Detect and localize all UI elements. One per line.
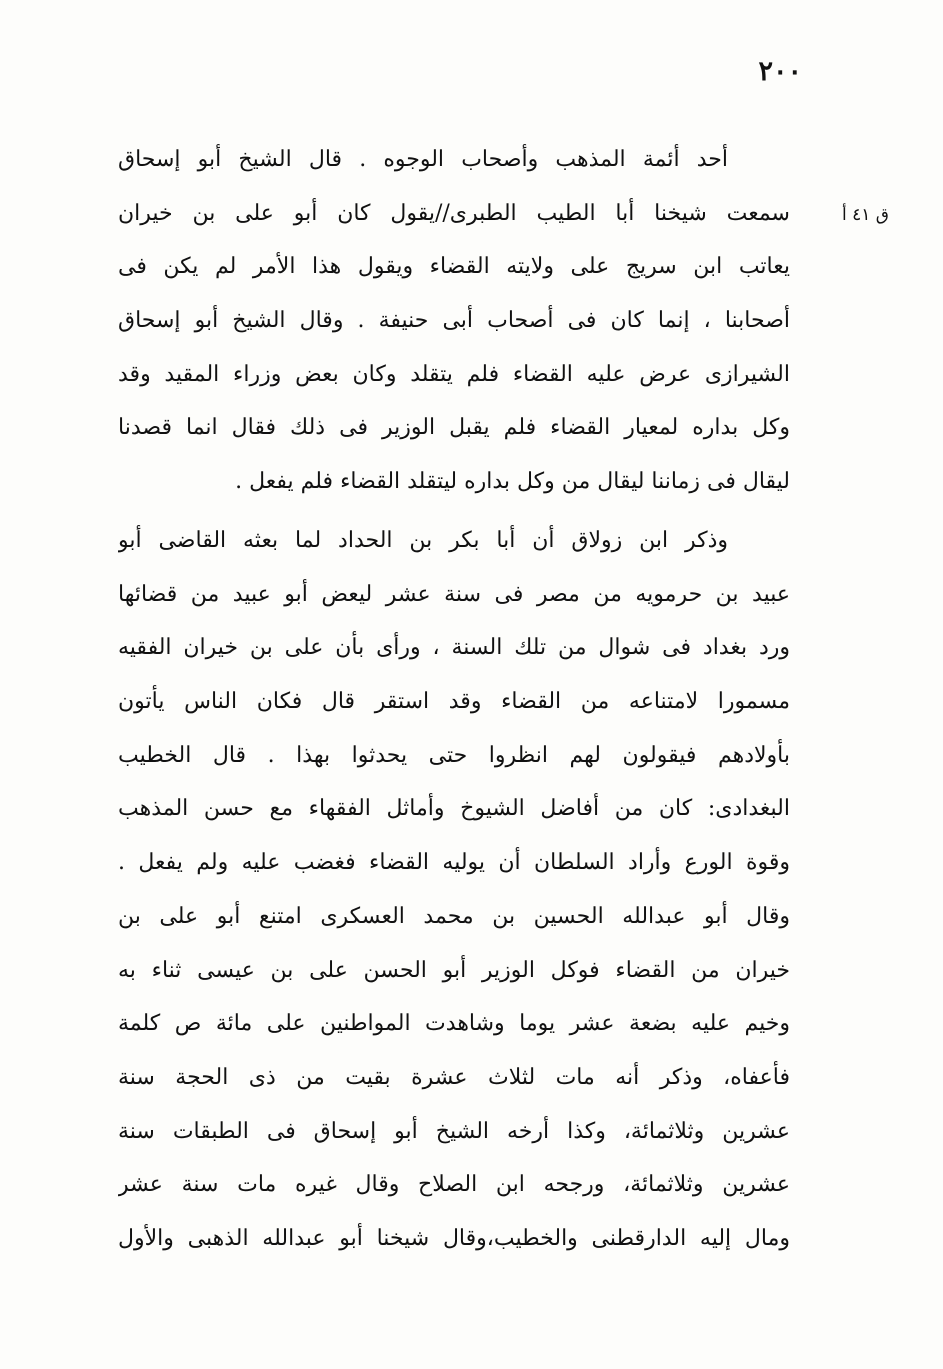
paragraph-1 [118,133,790,509]
text-line: وخيم عليه بضعة عشر يوما وشاهدت المواطنين على مائة ص كلمة [118,1011,790,1037]
page-number: ٢٠٠ [758,56,802,87]
paragraph-2 [118,514,790,1266]
text-line: مسمورا لامتناعه من القضاء وقد استقر قال فكان الناس يأتون [118,689,790,715]
text-line: خيران من القضاء فوكل الوزير أبو الحسن على بن عيسى ثناء به [118,957,790,983]
text-line: أحد أئمة المذهب وأصحاب الوجوه . قال الشيخ أبو إسحاق [118,147,728,172]
text-line: بأولادهم فيقولون لهم انظروا حتى يحدثوا بهذا . قال الخطيب [118,742,790,768]
text-line: فأعفاه، وذكر أنه مات لثلاث عشرة بقيت من ذى الحجة سنة [118,1064,790,1090]
text-line: عشرين وثلاثمائة، ورجحه ابن الصلاح وقال غيره مات سنة عشر [118,1172,790,1198]
text-line: سمعت شيخنا أبا الطيب الطبرى//يقول كان أبو على بن خيران [118,200,790,226]
text-line: يعاتب ابن سريج على ولايته القضاء ويقول هذا الأمر لم يكن فى [118,254,790,280]
text-line: عبيد بن حرمويه من مصر فى سنة عشر ليعض أبو عبيد من قضائها [118,581,790,607]
manuscript-folio-note: ق ٤١ أ [842,205,889,225]
text-line: أصحابنا ، إنما كان فى أصحاب أبى حنيفة . وقال الشيخ أبو إسحاق [118,308,790,334]
text-line: ليقال فى زماننا ليقال من وكل بداره ليتقلد القضاء فلم يفعل . [235,469,790,495]
text-line: البغدادى: كان من أفاضل الشيوخ وأماثل الفقهاء مع حسن المذهب [118,796,790,822]
text-line: وذكر ابن زولاق أن أبا بكر بن الحداد لما بعثه القاضى أبو [118,528,728,553]
text-line: وقال أبو عبدالله الحسين بن محمد العسكرى امتنع أبو على بن [118,903,790,929]
text-line: وقوة الورع وأراد السلطان أن يوليه القضاء فغضب عليه ولم يفعل . [118,850,790,876]
text-line: ورد بغداد فى شوال من تلك السنة ، ورأى بأن على بن خيران الفقيه [118,635,790,661]
text-line: ومال إليه الدارقطنى والخطيب،وقال شيخنا أبو عبدالله الذهبى والأول [118,1225,790,1251]
text-line: وكل بداره لمعيار القضاء فلم يقبل الوزير فى ذلك فقال انما قصدنا [118,415,790,441]
text-line: عشرين وثلاثمائة، وكذا أرخه الشيخ أبو إسحاق فى الطبقات سنة [118,1118,790,1144]
text-line: الشيرازى عرض عليه القضاء فلم يتقلد وكان بعض وزراء المقيد وقد [118,361,790,387]
